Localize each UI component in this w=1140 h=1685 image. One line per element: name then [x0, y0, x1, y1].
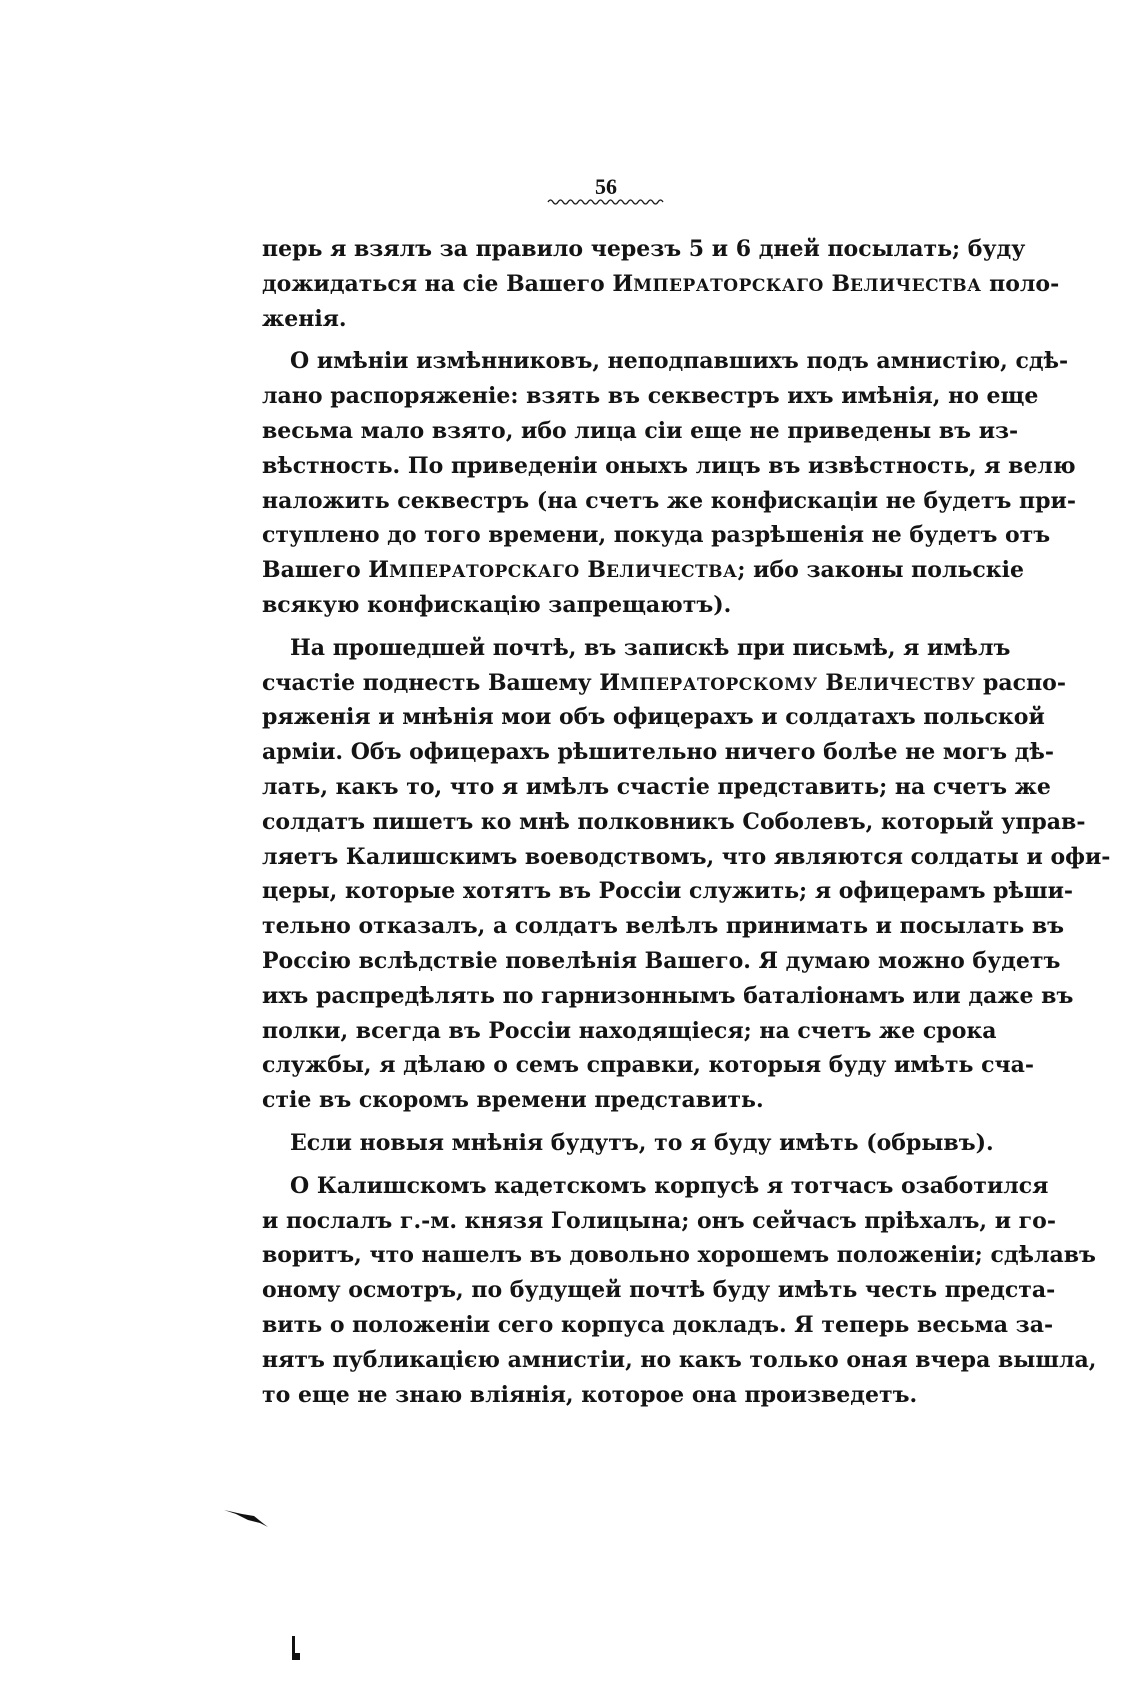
text-line: лано распоряженіе: взять въ секвестръ ихъ имѣнія, но еще: [262, 383, 1039, 410]
text-line: тельно отказалъ, а солдатъ велѣлъ принимать и посылать въ: [262, 913, 1065, 940]
text-line: и послалъ г.-м. князя Голицына; онъ сейчасъ пріѣхалъ, и го-: [262, 1207, 1056, 1234]
text-line: женія.: [262, 305, 347, 332]
text-line: На прошедшей почтѣ, въ запискѣ при письмѣ, я имѣлъ: [290, 634, 1011, 661]
text-line: то еще не знаю вліянія, которое она произведетъ.: [262, 1381, 918, 1408]
text-line: ляетъ Калишскимъ воеводствомъ, что являются солдаты и офи-: [262, 843, 1111, 870]
text-line: полки, всегда въ Россіи находящіеся; на счетъ же срока: [262, 1017, 997, 1044]
text-line: вить о положеніи сего корпуса докладъ. Я теперь весьма за-: [262, 1311, 1054, 1338]
text-line: ряженія и мнѣнія мои объ офицерахъ и солдатахъ польской: [262, 704, 1045, 731]
text-line: ступлено до того времени, покуда разрѣшенія не будетъ отъ: [262, 522, 1051, 549]
text-line: солдатъ пишетъ ко мнѣ полковникъ Соболевъ, который управ-: [262, 808, 1086, 835]
paragraph-gap: [262, 1118, 960, 1126]
margin-quill-mark: [224, 1508, 268, 1528]
body-text: [262, 232, 1111, 1412]
text-line: нятъ публикацією амнистіи, но какъ только оная вчера вышла,: [262, 1346, 1097, 1373]
text-line: церы, которые хотятъ въ Россіи служить; я офицерамъ рѣши-: [262, 878, 1074, 905]
text-line: ихъ распредѣлять по гарнизоннымъ баталіонамъ или даже въ: [262, 982, 1074, 1009]
text-line: всякую конфискацію запрещаютъ).: [262, 591, 732, 618]
text-line: Если новыя мнѣнія будутъ, то я буду имѣть (обрывъ).: [290, 1129, 994, 1156]
paragraph-gap: [262, 623, 960, 631]
text-line: вѣстность. По приведеніи оныхъ лицъ въ извѣстность, я велю: [262, 452, 1076, 479]
text-line: службы, я дѣлаю о семъ справки, которыя буду имѣть сча-: [262, 1052, 1034, 1079]
page-number: 56: [595, 174, 617, 199]
text-line: дожидаться на сіе Вашего ИМПЕРАТОРСКАГО ВЕЛИЧЕСТВА поло-: [262, 270, 1060, 297]
text-line: весьма мало взято, ибо лица сіи еще не приведены въ из-: [262, 417, 1019, 444]
paragraph-gap: [262, 1161, 960, 1169]
text-line: оному осмотръ, по будущей почтѣ буду имѣть честь предста-: [262, 1277, 1056, 1304]
paragraph-gap: [262, 336, 960, 344]
text-line: стіе въ скоромъ времени представить.: [262, 1087, 764, 1114]
margin-ink-mark: [291, 1636, 301, 1660]
text-line: лать, какъ то, что я имѣлъ счастіе представить; на счетъ же: [262, 773, 1051, 800]
text-line: счастіе поднесть Вашему ИМПЕРАТОРСКОМУ ВЕЛИЧЕСТВУ распо-: [262, 669, 1066, 696]
text-line: воритъ, что нашелъ въ довольно хорошемъ положеніи; сдѣлавъ: [262, 1242, 1096, 1269]
text-line: наложить секвестръ (на счетъ же конфискаціи не будетъ при-: [262, 487, 1076, 514]
text-line: арміи. Объ офицерахъ рѣшительно ничего болѣе не могъ дѣ-: [262, 739, 1054, 766]
text-line: О имѣніи измѣнниковъ, неподпавшихъ подъ амнистію, сдѣ-: [290, 348, 1069, 375]
text-line: перь я взялъ за правило черезъ 5 и 6 дней посылать; буду: [262, 236, 1026, 262]
text-line: О Калишскомъ кадетскомъ корпусѣ я тотчасъ озаботился: [290, 1172, 1049, 1199]
text-line: Россію вслѣдствіе повелѣнія Вашего. Я думаю можно будетъ: [262, 947, 1061, 974]
text-line: Вашего ИМПЕРАТОРСКАГО ВЕЛИЧЕСТВА; ибо законы польскіе: [262, 557, 1025, 584]
page-number-ornament: [548, 198, 664, 206]
